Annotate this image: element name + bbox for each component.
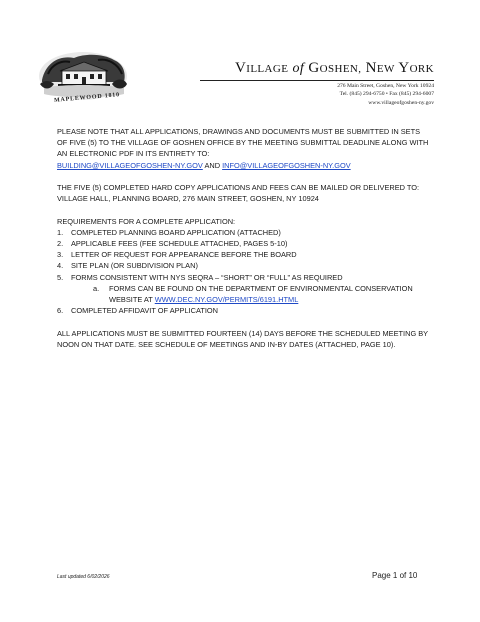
requirements-list (57, 227, 432, 317)
submission-paragraph: PLEASE NOTE THAT ALL APPLICATIONS, DRAWINGS AND DOCUMENTS MUST BE SUBMITTED IN SETS OF FIVE (5) TO THE VILLAGE OF GOSHEN OFFICE BY THE MEETING SUBMITTAL DEADLINE ALONG WITH AN ELECTRONIC PDF IN ITS ENTIRETY TO: BUILDING@VILLAGEOFGOSHEN-NY.GOV AND INFO@VILLAGEOFGOSHEN-NY.GOV (57, 127, 429, 170)
deadline-paragraph: ALL APPLICATIONS MUST BE SUBMITTED FOURTEEN (14) DAYS BEFORE THE SCHEDULED MEETING BY NOON ON THAT DATE. SEE SCHEDULE OF MEETINGS AND IN-BY DATES (ATTACHED, PAGE 10). (57, 328, 428, 349)
list-item: 4. SITE PLAN (OR SUBDIVISION PLAN) (57, 261, 198, 271)
building-email-link[interactable]: BUILDING@VILLAGEOFGOSHEN-NY.GOV (57, 160, 203, 170)
mailing-paragraph: THE FIVE (5) COMPLETED HARD COPY APPLICATIONS AND FEES CAN BE MAILED OR DELIVERED TO: VILLAGE HALL, PLANNING BOARD, 276 MAIN STREET, GOSHEN, NY 10924 (57, 183, 420, 204)
list-item: 6. COMPLETED AFFIDAVIT OF APPLICATION (57, 306, 219, 316)
list-item: 2. APPLICABLE FEES (FEE SCHEDULE ATTACHED, PAGES 5-10) (57, 239, 288, 248)
sub-list-item: a. FORMS CAN BE FOUND ON THE DEPARTMENT OF ENVIRONMENTAL CONSERVATION WEBSITE AT WWW.DEC.NY.GOV/PERMITS/6191.HTML (93, 283, 413, 305)
letterhead-address: 276 Main Street, Goshen, New York 10924 (337, 83, 434, 89)
letterhead-contact (200, 82, 434, 107)
list-item: 1. COMPLETED PLANNING BOARD APPLICATION (ATTACHED) (57, 227, 281, 237)
page-number: Page 1 of 10 (372, 571, 418, 580)
info-email-link[interactable]: INFO@VILLAGEOFGOSHEN-NY.GOV (222, 160, 351, 170)
requirements-heading: REQUIREMENTS FOR A COMPLETE APPLICATION: (57, 216, 236, 226)
last-updated: Last updated 6/02/2026 (57, 574, 110, 580)
list-item: 5. FORMS CONSISTENT WITH NYS SEQRA – “SHORT” OR “FULL” AS REQUIRED (57, 272, 343, 282)
letterhead-phone: Tel. (845) 294-6750 • Fax (845) 294-6007 (339, 91, 434, 98)
logo-caption: MAPLEWOOD 1810 (53, 92, 121, 104)
document-body (57, 126, 432, 350)
letterhead-website: www.villageofgoshen-ny.gov (368, 99, 434, 106)
letterhead-title: VILLAGE of GOSHEN, NEW YORK (235, 60, 434, 76)
list-item: 3. LETTER OF REQUEST FOR APPEARANCE BEFORE THE BOARD (57, 250, 297, 260)
dec-permits-link[interactable]: WWW.DEC.NY.GOV/PERMITS/6191.HTML (154, 295, 299, 305)
